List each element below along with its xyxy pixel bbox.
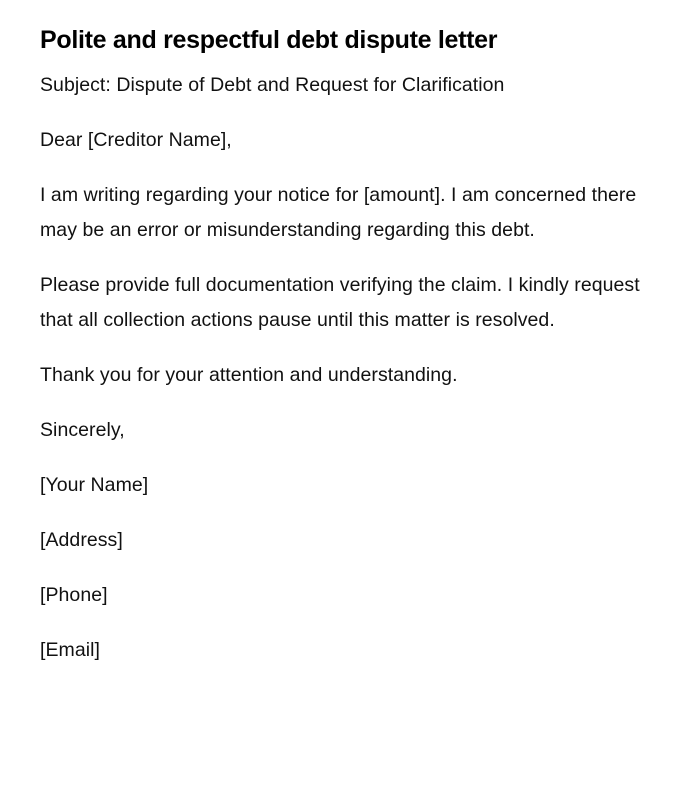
body-paragraph-intro: I am writing regarding your notice for [amount]. I am concerned there may be an error or misunderstanding regarding this debt. xyxy=(40,184,637,241)
document-title: Polite and respectful debt dispute letter xyxy=(40,26,498,54)
signature-email: [Email] xyxy=(40,639,100,661)
signature-address: [Address] xyxy=(40,529,123,551)
signature-phone: [Phone] xyxy=(40,584,108,606)
body-paragraph-request: Please provide full documentation verifying the claim. I kindly request that all collection actions pause until this matter is resolved. xyxy=(40,274,640,331)
closing: Sincerely, xyxy=(40,419,125,441)
subject-line: Subject: Dispute of Debt and Request for Clarification xyxy=(40,74,505,96)
salutation: Dear [Creditor Name], xyxy=(40,129,232,151)
body-paragraph-thanks: Thank you for your attention and understanding. xyxy=(40,364,458,386)
signature-name: [Your Name] xyxy=(40,474,149,496)
